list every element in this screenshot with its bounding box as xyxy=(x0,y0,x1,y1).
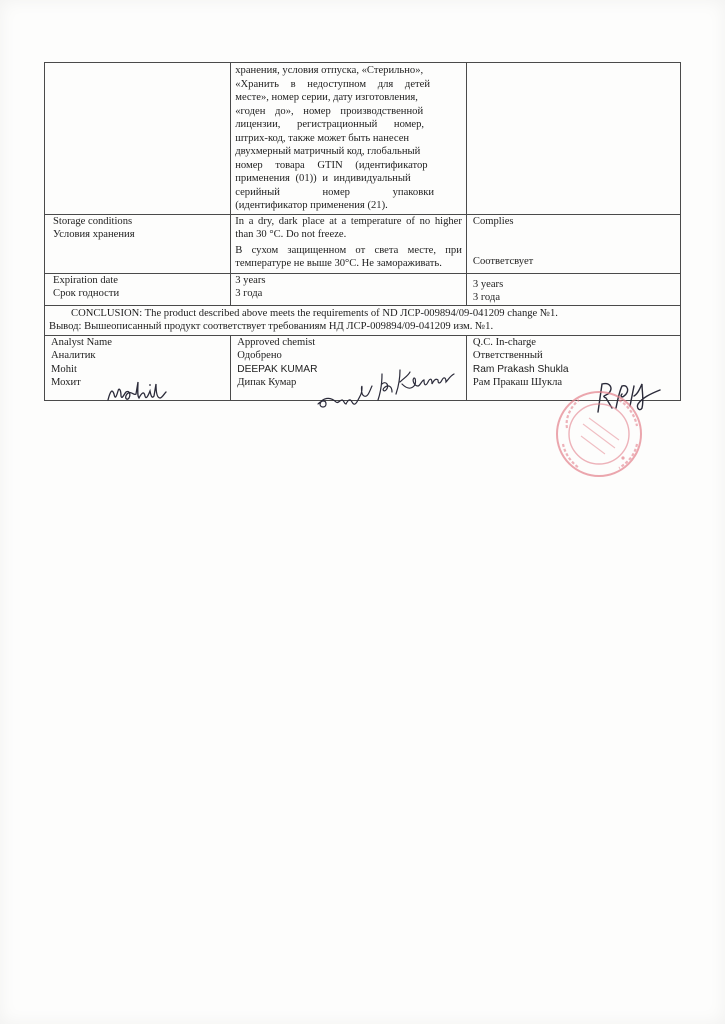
text-line: лицензии, регистрационный номер, xyxy=(235,119,425,130)
conclusion-en: CONCLUSION: The product described above meets the requirements of ND ЛСР-009894/09-041209 change №1. xyxy=(71,307,558,319)
expiration-value-ru: 3 года xyxy=(235,288,263,299)
text-line: номер товара GTIN (идентификатор xyxy=(235,159,428,171)
qc-name-en: Ram Prakash Shukla xyxy=(472,363,569,375)
company-stamp xyxy=(553,388,645,480)
text-line: двухмерный матричный код, глобальный xyxy=(235,146,421,157)
expiration-result-ru: 3 года xyxy=(472,292,501,303)
analyst-name-en: Mohit xyxy=(51,363,77,375)
expiration-result-en: 3 years xyxy=(472,278,504,290)
table-row xyxy=(45,273,681,305)
storage-value-cell xyxy=(231,214,467,273)
table-row xyxy=(45,214,681,273)
expiration-value-cell xyxy=(231,273,467,305)
text-line: «Хранить в недоступном для детей xyxy=(235,78,431,90)
spec-table xyxy=(44,62,681,401)
conclusion-cell xyxy=(45,305,681,335)
expiration-label-ru: Срок годности xyxy=(53,288,120,299)
storage-value-en: In a dry, dark place at a temperature of no higher than 30 °C. Do not freeze. xyxy=(235,215,462,240)
approver-role-ru: Одобрено xyxy=(237,350,282,361)
approver-signature xyxy=(312,364,462,414)
empty-cell xyxy=(45,63,231,215)
analyst-role-en: Analyst Name xyxy=(51,336,112,348)
storage-value-ru: В сухом защищенном от света месте, при температуре не выше 30°С. Не замораживать. xyxy=(235,244,462,269)
storage-label-en: Storage conditions xyxy=(53,215,133,227)
approver-role-en: Approved chemist xyxy=(237,336,316,348)
qc-role-ru: Ответственный xyxy=(472,350,543,361)
text-line: штрих-код, также может быть нанесен xyxy=(235,132,410,144)
text-line: месте», номер серии, дату изготовления, xyxy=(235,92,418,103)
analyst-role-ru: Аналитик xyxy=(51,350,96,361)
table-row xyxy=(45,305,681,335)
analyst-signature xyxy=(104,374,174,408)
conclusion-ru: Вывод: Вышеописанный продукт соответствует требованиям НД ЛСР-009894/09-041209 изм. №1. xyxy=(49,321,494,332)
analyst-name-ru: Мохит xyxy=(51,377,81,388)
qc-role-en: Q.C. In-charge xyxy=(472,336,536,348)
text-line: применения (01)) и индивидуальный xyxy=(235,173,411,184)
text-line: серийный номер упаковки xyxy=(235,186,435,198)
text-line: «годен до», номер производственной xyxy=(235,105,424,117)
text-line: хранения, условия отпуска, «Стерильно», xyxy=(235,65,424,76)
storage-result-cell xyxy=(466,214,680,273)
qc-name-ru: Рам Пракаш Шукла xyxy=(472,377,563,388)
approver-name-en: DEEPAK KUMAR xyxy=(237,363,318,375)
expiration-label-cell xyxy=(45,273,231,305)
empty-cell xyxy=(466,63,680,215)
expiration-value-en: 3 years xyxy=(235,274,266,286)
approver-name-ru: Дипак Кумар xyxy=(237,377,297,388)
packaging-text-cell xyxy=(231,63,467,215)
table-row xyxy=(45,63,681,215)
storage-result-ru: Соответсвует xyxy=(472,256,534,267)
storage-label-cell xyxy=(45,214,231,273)
storage-label-ru: Условия хранения xyxy=(53,229,135,240)
expiration-label-en: Expiration date xyxy=(53,274,119,286)
storage-result-en: Complies xyxy=(472,215,514,227)
expiration-result-cell xyxy=(466,273,680,305)
text-line: (идентификатор применения (21). xyxy=(235,200,388,211)
